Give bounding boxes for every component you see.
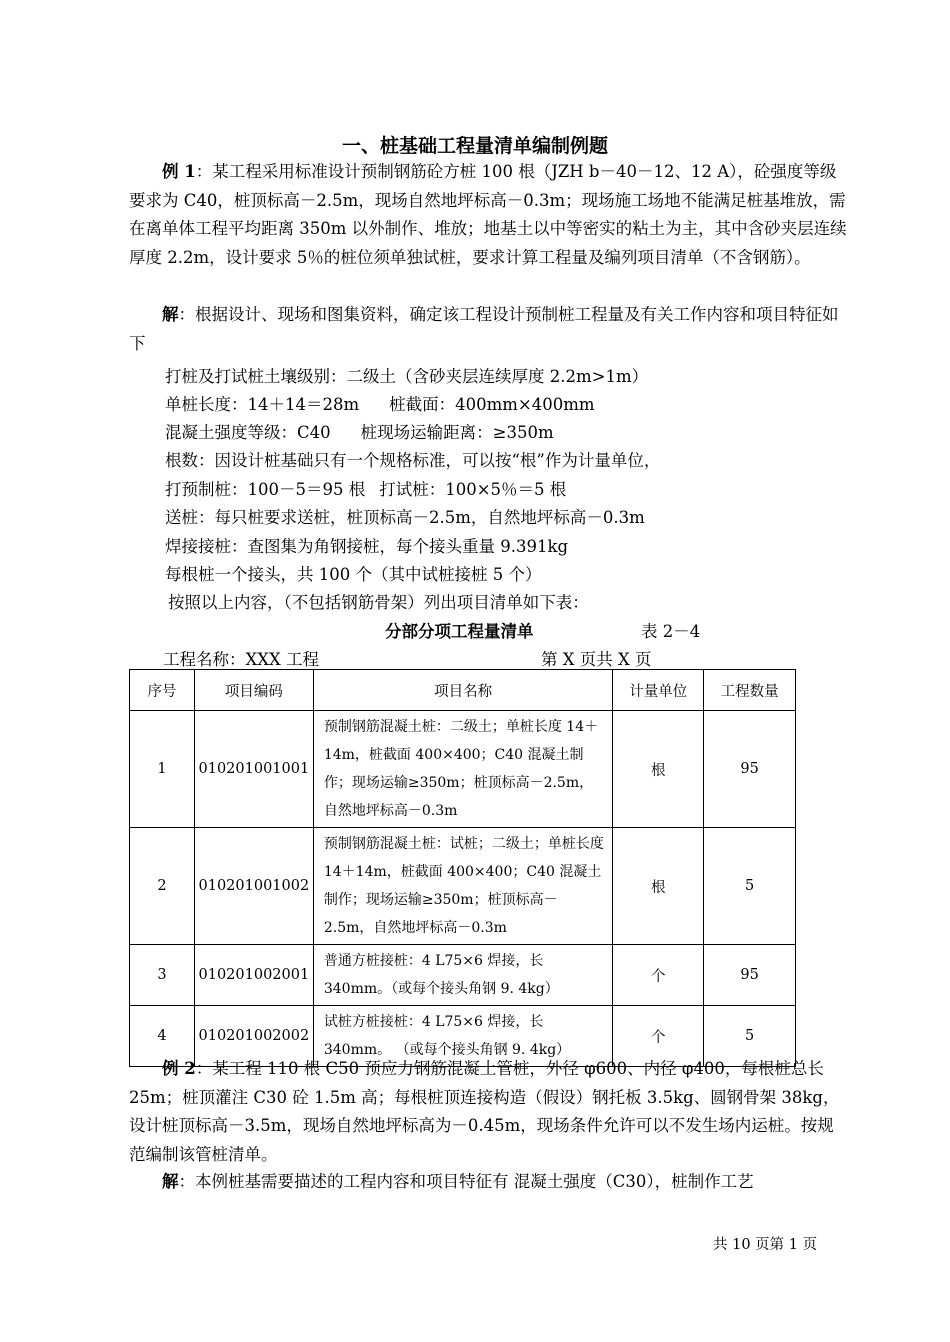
table-number: 表 2－4 bbox=[641, 622, 701, 641]
row-qty: 95 bbox=[704, 711, 796, 828]
solution-1-text: ：根据设计、现场和图集资料，确定该工程设计预制桩工程量及有关工作内容和项目特征如下 bbox=[129, 305, 839, 353]
header-unit: 计量单位 bbox=[613, 670, 704, 711]
detail-soil: 打桩及打试桩土壤级别：二级土（含砂夹层连续厚度 2.2m>1m） bbox=[165, 367, 649, 386]
row-unit: 根 bbox=[613, 711, 704, 828]
detail-weld: 焊接接桩：查图集为角钢接桩，每个接头重量 9.391kg bbox=[165, 537, 569, 556]
row-unit: 个 bbox=[613, 945, 704, 1006]
row-qty: 5 bbox=[704, 828, 796, 945]
row-no: 3 bbox=[130, 945, 195, 1006]
detail-concrete: 混凝土强度等级：C40 bbox=[165, 423, 331, 442]
page-title: 一、桩基础工程量清单编制例题 bbox=[341, 135, 608, 157]
row-no: 1 bbox=[130, 711, 195, 828]
detail-list: 按照以上内容，（不包括钢筋骨架）列出项目清单如下表： bbox=[168, 593, 589, 612]
table-row bbox=[130, 828, 796, 945]
row-name: 预制钢筋混凝土桩：试桩；二级土；单桩长度 14＋14m，桩截面 400×400；C40 混凝土制作；现场运输≥350m；桩顶标高－2.5m，自然地坪标高－0.3m bbox=[313, 828, 613, 945]
row-qty: 5 bbox=[704, 1006, 796, 1067]
detail-send: 送桩：每只桩要求送桩，桩顶标高－2.5m，自然地坪标高－0.3m bbox=[165, 508, 645, 527]
example-1-paragraph bbox=[129, 158, 849, 272]
detail-piles bbox=[165, 476, 566, 500]
solution-1-label: 解 bbox=[162, 305, 179, 324]
table-header-row bbox=[130, 670, 796, 711]
detail-concrete-transport bbox=[165, 419, 554, 443]
detail-section: 桩截面：400mm×400mm bbox=[389, 395, 595, 414]
detail-transport: 桩现场运输距离：≥350m bbox=[360, 423, 554, 442]
row-code: 010201002001 bbox=[194, 945, 313, 1006]
example-2-label: 例 2 bbox=[162, 1059, 196, 1078]
detail-test: 打试桩：100×5％＝5 根 bbox=[379, 480, 567, 499]
row-name: 试桩方桩接桩：4 L75×6 焊接，长 340mm。 （或每个接头角钢 9. 4kg） bbox=[313, 1006, 613, 1067]
table-title: 分部分项工程量清单 bbox=[385, 622, 534, 641]
example-2-paragraph bbox=[129, 1055, 849, 1169]
row-no: 2 bbox=[130, 828, 195, 945]
solution-2-label: 解 bbox=[162, 1172, 179, 1191]
solution-2-paragraph bbox=[129, 1168, 849, 1197]
example-2-text: ：某工程 110 根 C50 预应力钢筋混凝土管桩，外径 φ600、内径 φ400，每根桩总长 25m；桩顶灌注 C30 砼 1.5m 高；每根桩顶连接构造（假设）钢托板 3.5kg、圆钢骨架 38kg，设计桩顶标高－3.5m，现场自然地坪标高为－0.45m，现场条件允许可以不发生场内运桩。按规范编制该管桩清单。 bbox=[129, 1059, 840, 1164]
header-code: 项目编码 bbox=[194, 670, 313, 711]
table-row bbox=[130, 945, 796, 1006]
row-unit: 根 bbox=[613, 828, 704, 945]
row-qty: 95 bbox=[704, 945, 796, 1006]
detail-precast: 打预制桩：100－5＝95 根 bbox=[165, 480, 366, 499]
row-unit: 个 bbox=[613, 1006, 704, 1067]
example-1-label: 例 1 bbox=[162, 162, 196, 181]
row-code: 010201001002 bbox=[194, 828, 313, 945]
page-footer: 共 10 页第 1 页 bbox=[713, 1237, 818, 1253]
header-qty: 工程数量 bbox=[704, 670, 796, 711]
example-1-text: ：某工程采用标准设计预制钢筋砼方桩 100 根（JZH b－40－12、12 A），砼强度等级要求为 C40，桩顶标高－2.5m，现场自然地坪标高－0.3m；现场施工场地不能满足桩基堆放，需在离单体工程平均距离 350m 以外制作、堆放；地基土以中等密实的粘土为主，其中含砂夹层连续厚度 2.2m，设计要求 5％的桩位须单独试桩，要求计算工程量及编列项目清单（不含钢筋）。 bbox=[129, 162, 847, 267]
detail-joints: 每根桩一个接头，共 100 个（其中试桩接桩 5 个） bbox=[165, 565, 542, 584]
table-row bbox=[130, 711, 796, 828]
bill-of-quantities-table bbox=[129, 669, 796, 1067]
page-count: 第 X 页共 X 页 bbox=[541, 650, 652, 669]
solution-2-text: ：本例桩基需要描述的工程内容和项目特征有 混凝土强度（C30），桩制作工艺 bbox=[178, 1172, 754, 1191]
detail-length-section bbox=[165, 391, 595, 415]
detail-count: 根数：因设计桩基础只有一个规格标准，可以按“根”作为计量单位， bbox=[165, 451, 661, 470]
row-code: 010201001001 bbox=[194, 711, 313, 828]
row-name: 预制钢筋混凝土桩：二级土；单桩长度 14＋14m，桩截面 400×400；C40 混凝土制作；现场运输≥350m；桩顶标高－2.5m，自然地坪标高－0.3m bbox=[313, 711, 613, 828]
detail-length: 单桩长度：14＋14＝28m bbox=[165, 395, 360, 414]
header-name: 项目名称 bbox=[313, 670, 613, 711]
row-no: 4 bbox=[130, 1006, 195, 1067]
header-no: 序号 bbox=[130, 670, 195, 711]
solution-1-paragraph bbox=[129, 301, 849, 358]
project-name: 工程名称：XXX 工程 bbox=[163, 650, 319, 669]
row-code: 010201002002 bbox=[194, 1006, 313, 1067]
row-name: 普通方桩接桩：4 L75×6 焊接，长 340mm。（或每个接头角钢 9. 4kg） bbox=[313, 945, 613, 1006]
